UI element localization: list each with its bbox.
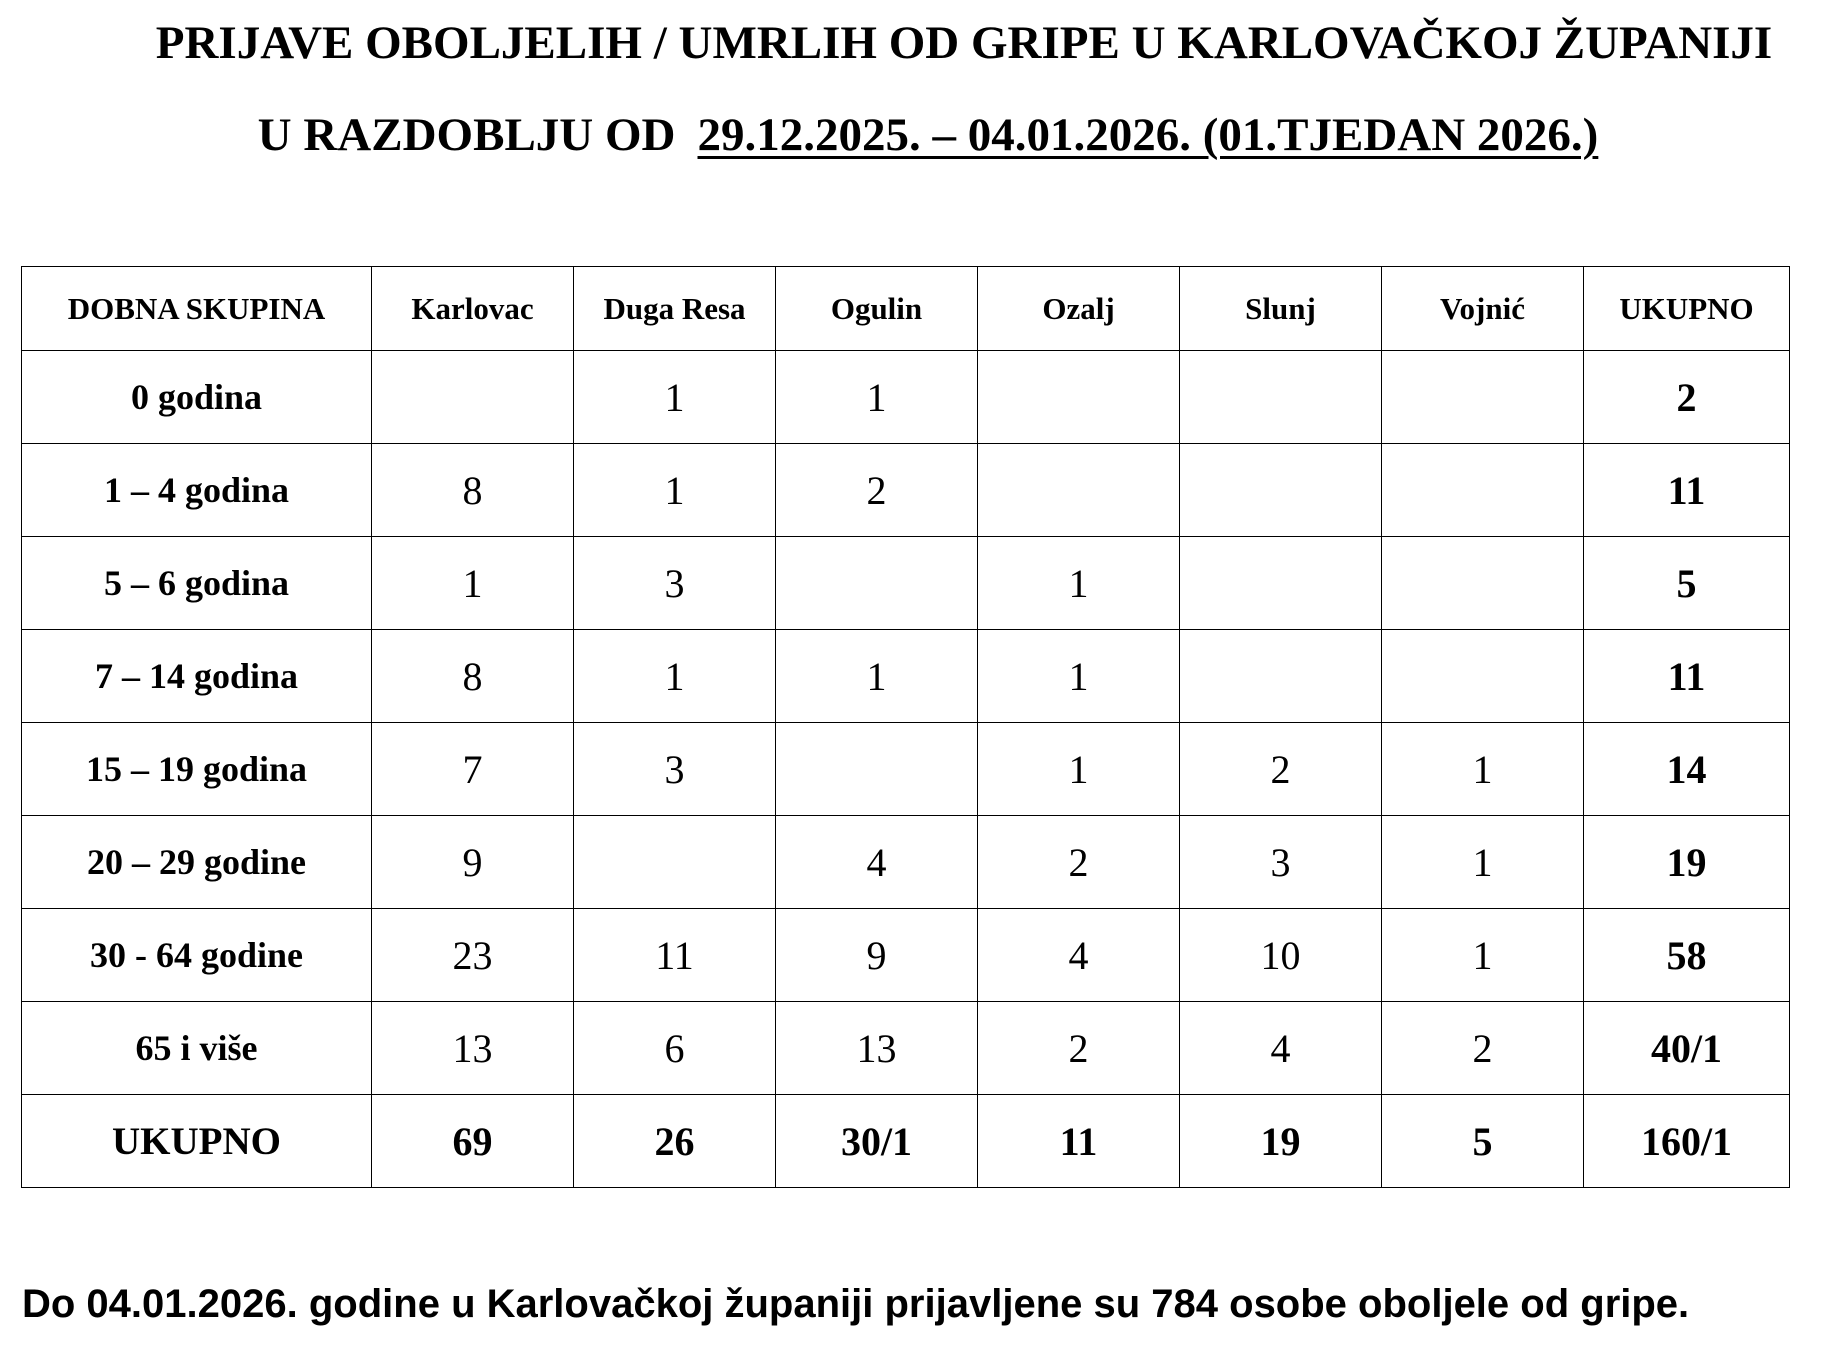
table-cell: 1 (978, 723, 1180, 816)
period-label: U RAZDOBLJU OD (257, 109, 676, 161)
document-subtitle (12, 108, 1832, 162)
table-cell (978, 351, 1180, 444)
header-duga-resa: Duga Resa (574, 267, 776, 351)
column-total-cell: 30/1 (776, 1095, 978, 1188)
row-total-cell: 19 (1584, 816, 1790, 909)
table-cell (1180, 444, 1382, 537)
table-cell: 8 (372, 444, 574, 537)
table-cell: 1 (978, 537, 1180, 630)
row-total-cell: 2 (1584, 351, 1790, 444)
header-age-group: DOBNA SKUPINA (22, 267, 372, 351)
table-cell (776, 537, 978, 630)
table-cell: 1 (372, 537, 574, 630)
age-group-cell: 7 – 14 godina (22, 630, 372, 723)
table-cell (1382, 351, 1584, 444)
header-total: UKUPNO (1584, 267, 1790, 351)
table-row (22, 909, 1790, 1002)
table-header-row (22, 267, 1790, 351)
table-row (22, 723, 1790, 816)
row-total-cell: 14 (1584, 723, 1790, 816)
table-cell (1180, 630, 1382, 723)
table-cell: 4 (978, 909, 1180, 1002)
table-cell (574, 816, 776, 909)
age-group-cell: 20 – 29 godine (22, 816, 372, 909)
row-total-cell: 58 (1584, 909, 1790, 1002)
table-cell: 3 (1180, 816, 1382, 909)
table-cell: 2 (776, 444, 978, 537)
table-row (22, 351, 1790, 444)
table-cell: 3 (574, 723, 776, 816)
table-row (22, 1002, 1790, 1095)
table-cell (1382, 630, 1584, 723)
table-row (22, 444, 1790, 537)
table-cell: 2 (1180, 723, 1382, 816)
table-cell (1180, 537, 1382, 630)
column-total-cell: 26 (574, 1095, 776, 1188)
age-group-cell: 15 – 19 godina (22, 723, 372, 816)
table-cell (1382, 537, 1584, 630)
table-cell: 1 (574, 630, 776, 723)
age-group-cell: 65 i više (22, 1002, 372, 1095)
table-cell: 2 (978, 816, 1180, 909)
table-cell: 1 (1382, 909, 1584, 1002)
row-total-cell: 11 (1584, 630, 1790, 723)
table-cell: 1 (978, 630, 1180, 723)
table-cell (372, 351, 574, 444)
table-cell: 9 (372, 816, 574, 909)
table-cell (978, 444, 1180, 537)
table-cell (776, 723, 978, 816)
table-cell: 2 (1382, 1002, 1584, 1095)
header-karlovac: Karlovac (372, 267, 574, 351)
table-cell: 4 (776, 816, 978, 909)
table-cell: 1 (1382, 816, 1584, 909)
age-group-cell: 0 godina (22, 351, 372, 444)
header-ozalj: Ozalj (978, 267, 1180, 351)
row-total-cell: 5 (1584, 537, 1790, 630)
table-cell: 1 (574, 351, 776, 444)
summary-note: Do 04.01.2026. godine u Karlovačkoj županiji prijavljene su 784 osobe oboljele od gripe. (22, 1282, 1690, 1326)
table-row (22, 816, 1790, 909)
table-cell: 3 (574, 537, 776, 630)
table-cell: 1 (574, 444, 776, 537)
row-total-cell: 11 (1584, 444, 1790, 537)
table-cell: 13 (372, 1002, 574, 1095)
flu-report-table (21, 266, 1790, 1188)
document-title: PRIJAVE OBOLJELIH / UMRLIH OD GRIPE U KARLOVAČKOJ ŽUPANIJI (155, 17, 1773, 69)
age-group-cell: 5 – 6 godina (22, 537, 372, 630)
total-row-label: UKUPNO (22, 1095, 372, 1188)
table-row (22, 630, 1790, 723)
table-cell: 1 (1382, 723, 1584, 816)
table-cell: 8 (372, 630, 574, 723)
column-total-cell: 11 (978, 1095, 1180, 1188)
table-cell: 9 (776, 909, 978, 1002)
header-slunj: Slunj (1180, 267, 1382, 351)
column-total-cell: 5 (1382, 1095, 1584, 1188)
age-group-cell: 30 - 64 godine (22, 909, 372, 1002)
column-total-cell: 69 (372, 1095, 574, 1188)
table-cell: 1 (776, 630, 978, 723)
row-total-cell: 40/1 (1584, 1002, 1790, 1095)
table-cell: 7 (372, 723, 574, 816)
table-cell (1382, 444, 1584, 537)
table-cell: 13 (776, 1002, 978, 1095)
table-cell: 11 (574, 909, 776, 1002)
header-vojnic: Vojnić (1382, 267, 1584, 351)
age-group-cell: 1 – 4 godina (22, 444, 372, 537)
table-total-row (22, 1095, 1790, 1188)
table-cell (1180, 351, 1382, 444)
header-ogulin: Ogulin (776, 267, 978, 351)
grand-total-cell: 160/1 (1584, 1095, 1790, 1188)
table-cell: 2 (978, 1002, 1180, 1095)
table-cell: 6 (574, 1002, 776, 1095)
table-row (22, 537, 1790, 630)
table-cell: 10 (1180, 909, 1382, 1002)
table-cell: 1 (776, 351, 978, 444)
column-total-cell: 19 (1180, 1095, 1382, 1188)
table-cell: 4 (1180, 1002, 1382, 1095)
table-cell: 23 (372, 909, 574, 1002)
period-range: 29.12.2025. – 04.01.2026. (01.TJEDAN 2026.) (697, 109, 1599, 161)
